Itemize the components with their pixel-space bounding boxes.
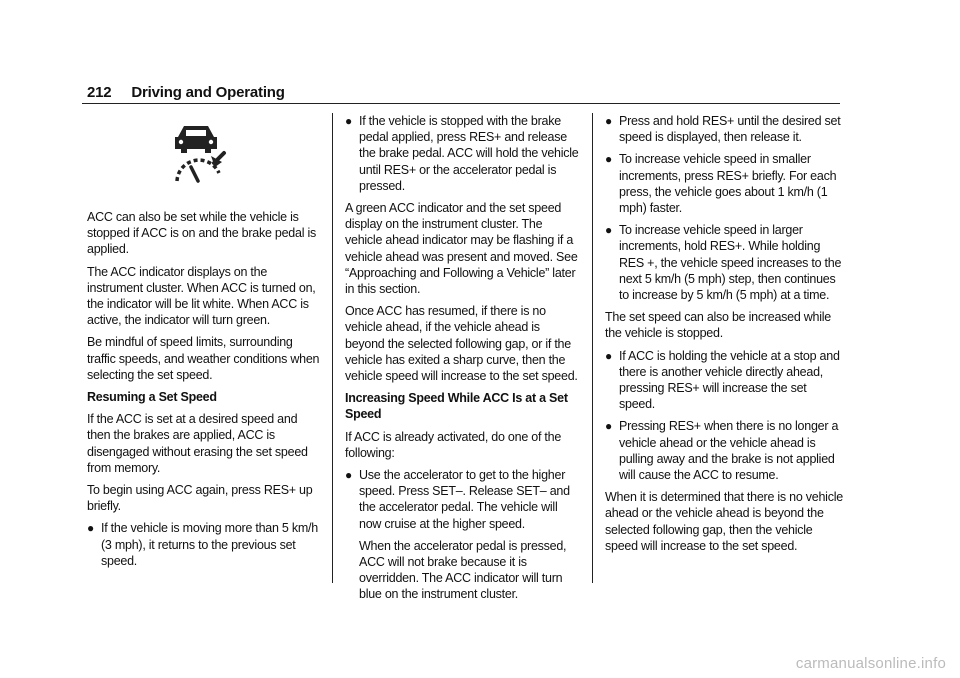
list-item-text: To increase vehicle speed in smaller increments, press RES+ briefly. For each press, the vehicle goes about 1 km/h (1 mph) faster. — [619, 152, 837, 216]
list-item-text: Press and hold RES+ until the desired set speed is displayed, then release it. — [619, 114, 841, 145]
paragraph: ACC can also be set while the vehicle is stopped if ACC is on and the brake pedal is applied. — [87, 210, 316, 257]
paragraph: To begin using ACC again, press RES+ up briefly. — [87, 483, 313, 514]
bullet-icon: ● — [605, 348, 612, 363]
page-header — [87, 84, 285, 101]
paragraph: If the ACC is set at a desired speed and then the brakes are applied, ACC is disengaged without erasing the set speed from memory. — [87, 412, 308, 475]
subheading-increasing-speed: Increasing Speed While ACC Is at a Set Speed — [345, 391, 568, 422]
list-item — [345, 467, 580, 532]
bullet-icon: ● — [605, 114, 612, 128]
list-item — [345, 113, 580, 194]
bullet-icon: ● — [605, 223, 612, 238]
paragraph: The set speed can also be increased while the vehicle is stopped. — [605, 310, 832, 341]
paragraph: If ACC is already activated, do one of the following: — [345, 429, 562, 460]
header-rule — [82, 103, 840, 104]
paragraph: The ACC indicator displays on the instrument cluster. When ACC is turned on, the indicator will be lit white. When ACC is active, the indicator will turn green. — [87, 264, 316, 328]
paragraph: When it is determined that there is no vehicle ahead or the vehicle ahead is beyond the selected following gap, then the vehicle speed will increase to the set speed. — [605, 490, 843, 553]
list-item-text: To increase vehicle speed in larger increments, hold RES+. While holding RES +, the vehicle speed increases to the next 5 km/h (5 mph) step, then continues to increase by 5 km/h (5 mph) at a time. — [619, 223, 842, 303]
paragraph: A green ACC indicator and the set speed display on the instrument cluster. The vehicle ahead indicator may be flashing if a vehicle ahead was present and moved. See “Approaching and Following a Vehicle” later in this section. — [345, 201, 578, 297]
list-item-text: If ACC is holding the vehicle at a stop and there is another vehicle directly ahead, pressing RES+ will increase the set speed. — [619, 348, 840, 412]
list-item-text: Use the accelerator to get to the higher speed. Press SET–. Release SET– and the accelerator pedal. The vehicle will now cruise at the higher speed. — [359, 468, 570, 531]
paragraph: Once ACC has resumed, if there is no vehicle ahead, if the vehicle ahead is beyond the selected following gap, or if the vehicle has exited a sharp curve, then the vehicle speed will increase to the set speed. — [345, 304, 578, 384]
column-3 — [605, 113, 845, 560]
list-item-text: If the vehicle is stopped with the brake pedal applied, press RES+ and release the brake pedal. ACC will hold the vehicle until RES+ or the accelerator pedal is pressed. — [359, 114, 579, 193]
column-divider-2 — [592, 113, 593, 583]
column-1 — [87, 113, 322, 575]
paragraph: Be mindful of speed limits, surrounding traffic speeds, and weather conditions when selecting the set speed. — [87, 335, 320, 382]
list-item — [605, 151, 845, 216]
list-item — [605, 418, 845, 483]
bullet-icon: ● — [345, 468, 352, 483]
column-divider-1 — [332, 113, 333, 583]
bullet-icon: ● — [605, 419, 612, 434]
section-title: Driving and Operating — [131, 84, 285, 101]
watermark: carmanualsonline.info — [795, 655, 946, 672]
subheading-resuming: Resuming a Set Speed — [87, 390, 217, 405]
list-item-text: If the vehicle is moving more than 5 km/h (3 mph), it returns to the previous set speed. — [101, 521, 318, 568]
list-item — [605, 222, 845, 303]
column-2 — [345, 113, 580, 609]
bullet-icon: ● — [605, 152, 612, 167]
list-item — [605, 113, 845, 145]
acc-indicator-figure — [87, 113, 322, 195]
page-number: 212 — [87, 84, 112, 101]
acc-indicator-icon — [168, 123, 240, 187]
bullet-icon: ● — [345, 114, 352, 128]
list-item-text: Pressing RES+ when there is no longer a vehicle ahead or the vehicle ahead is pulling away and the brake is not applied will cause the ACC to resume. — [619, 419, 839, 483]
list-item — [87, 520, 322, 569]
indented-paragraph: When the accelerator pedal is pressed, ACC will not brake because it is overridden. The ACC indicator will turn blue on the instrument cluster. — [359, 538, 567, 602]
list-item — [605, 348, 845, 413]
bullet-icon: ● — [87, 521, 94, 536]
